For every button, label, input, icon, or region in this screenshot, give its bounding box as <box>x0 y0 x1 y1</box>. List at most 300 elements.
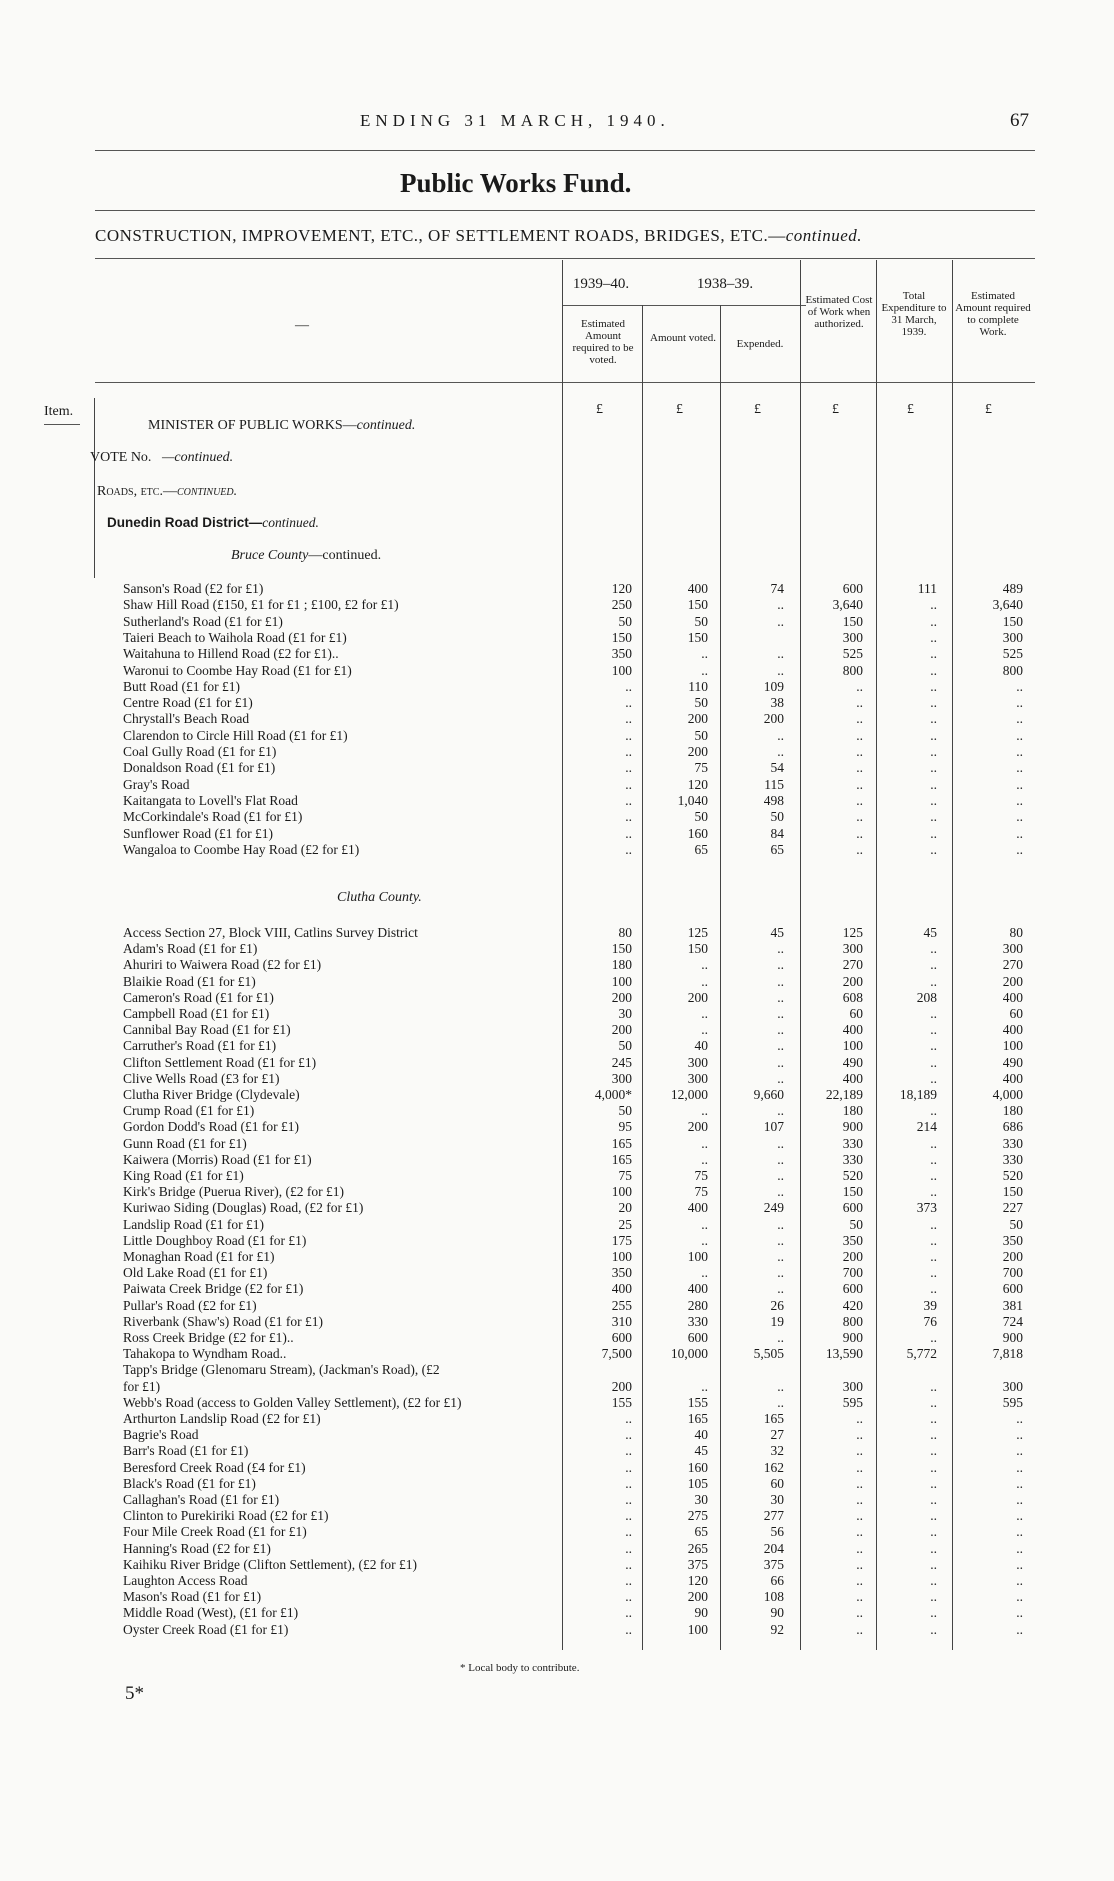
row-value-col6: 300 <box>1002 629 1023 645</box>
row-name: Beresford Creek Road (£4 for £1) <box>123 1459 306 1475</box>
row-value-col4: 330 <box>842 1151 863 1167</box>
row-value-col1: .. <box>625 678 632 694</box>
table-row <box>0 826 1114 842</box>
row-value-col5: .. <box>930 973 937 989</box>
row-name: Riverbank (Shaw's) Road (£1 for £1) <box>123 1313 324 1329</box>
row-value-col1: .. <box>625 1556 632 1572</box>
row-value-col3: 9,660 <box>753 1087 784 1102</box>
row-value-col1: 20 <box>618 1200 632 1216</box>
row-value-col6: .. <box>1016 1443 1023 1459</box>
row-value-col4: 125 <box>842 925 863 940</box>
row-value-col5: .. <box>930 1281 937 1297</box>
row-name: King Road (£1 for £1) <box>123 1168 244 1183</box>
row-value-col3: 27 <box>770 1427 784 1443</box>
row-value-col5: .. <box>930 1475 937 1491</box>
row-value-col2: 150 <box>687 629 708 645</box>
row-value-col3: .. <box>777 662 784 678</box>
table-row <box>0 1071 1114 1087</box>
row-value-col2: .. <box>701 1265 708 1281</box>
row-name: Clive Wells Road (£3 for £1) <box>123 1070 280 1086</box>
row-value-col2: 165 <box>687 1411 708 1426</box>
row-value-col4: 595 <box>842 1394 863 1410</box>
row-value-col5: .. <box>930 1232 937 1248</box>
row-value-col3: .. <box>777 1330 784 1345</box>
table-row <box>0 990 1114 1006</box>
row-value-col3: .. <box>777 613 784 629</box>
row-value-col3: 26 <box>770 1297 784 1313</box>
row-value-col4: 100 <box>842 1038 863 1054</box>
row-value-col3: .. <box>777 973 784 989</box>
row-value-col1: 255 <box>611 1297 632 1313</box>
row-value-col2: 50 <box>694 695 708 711</box>
row-value-col6: .. <box>1016 1621 1023 1637</box>
row-name: Tahakopa to Wyndham Road.. <box>123 1346 287 1362</box>
row-value-col6: 7,818 <box>992 1346 1023 1362</box>
table-row <box>0 646 1114 662</box>
row-value-col4: 200 <box>842 1249 863 1264</box>
table-row <box>0 1314 1114 1330</box>
table-row <box>0 1557 1114 1573</box>
row-value-col3: .. <box>777 1070 784 1086</box>
row-name: Monaghan Road (£1 for £1) <box>123 1249 275 1264</box>
row-value-col3: 32 <box>770 1443 784 1459</box>
row-value-col3: 109 <box>763 678 784 694</box>
row-value-col1: 165 <box>611 1151 632 1167</box>
row-value-col6: 4,000 <box>992 1087 1023 1102</box>
row-value-col1: 200 <box>611 989 632 1005</box>
row-name: Gordon Dodd's Road (£1 for £1) <box>123 1119 300 1135</box>
row-name: Four Mile Creek Road (£1 for £1) <box>123 1524 307 1540</box>
col-est-cost: Estimated Cost of Work when authorized. <box>805 294 873 330</box>
table-row <box>0 597 1114 613</box>
row-name: Chrystall's Beach Road <box>123 711 250 727</box>
row-value-col2: 100 <box>687 1249 708 1264</box>
row-value-col4: 600 <box>842 1281 863 1297</box>
row-value-col3: 66 <box>770 1573 784 1588</box>
vote-text: VOTE No. <box>90 450 152 465</box>
row-value-col2: 200 <box>687 1119 708 1135</box>
pound-c5: £ <box>907 402 914 417</box>
row-value-col2: 200 <box>687 1589 708 1605</box>
row-value-col2: 50 <box>694 727 708 743</box>
footnote: * Local body to contribute. <box>460 1662 580 1674</box>
row-value-col2: .. <box>701 1232 708 1248</box>
row-name: Middle Road (West), (£1 for £1) <box>123 1605 299 1621</box>
row-value-col4: 180 <box>842 1103 863 1119</box>
row-value-col1: 50 <box>618 1038 632 1054</box>
row-value-col2: 75 <box>694 760 708 776</box>
row-value-col2: 75 <box>694 1184 708 1200</box>
row-value-col5: .. <box>930 662 937 678</box>
row-name: Clutha River Bridge (Clydevale) <box>123 1087 300 1102</box>
row-value-col3: .. <box>777 1135 784 1151</box>
row-name: Mason's Road (£1 for £1) <box>123 1589 262 1605</box>
row-name: Sutherland's Road (£1 for £1) <box>123 613 283 629</box>
table-row <box>0 1508 1114 1524</box>
row-value-col4: .. <box>856 809 863 825</box>
row-value-col2: .. <box>701 1216 708 1232</box>
row-value-col2: 600 <box>687 1330 708 1345</box>
row-name: Kirk's Bridge (Puerua River), (£2 for £1) <box>123 1184 345 1200</box>
row-value-col4: 330 <box>842 1135 863 1151</box>
row-value-col5: .. <box>930 1605 937 1621</box>
row-value-col3: .. <box>777 1054 784 1070</box>
row-value-col6: .. <box>1016 1540 1023 1556</box>
row-value-col5: .. <box>930 597 937 613</box>
row-value-col4: 900 <box>842 1119 863 1135</box>
row-value-col3: 204 <box>763 1540 784 1556</box>
minister-cont: continued. <box>356 418 416 433</box>
row-value-col6: 180 <box>1002 1103 1023 1119</box>
row-value-col1: .. <box>625 711 632 727</box>
row-value-col4: 3,640 <box>832 597 863 613</box>
row-value-col2: 300 <box>687 1070 708 1086</box>
table-row <box>0 1281 1114 1297</box>
table-row <box>0 1541 1114 1557</box>
row-value-col5: .. <box>930 760 937 776</box>
table-row <box>0 1411 1114 1427</box>
row-value-col1: 200 <box>611 1378 632 1394</box>
row-value-col2: 12,000 <box>670 1087 708 1102</box>
table-row <box>0 1119 1114 1135</box>
row-value-col1: .. <box>625 744 632 759</box>
row-value-col3: 107 <box>763 1119 784 1135</box>
row-value-col3: 38 <box>770 695 784 711</box>
table-row <box>0 630 1114 646</box>
table-row <box>0 1589 1114 1605</box>
row-value-col5: 76 <box>923 1313 937 1329</box>
row-value-col4: 400 <box>842 1070 863 1086</box>
row-value-col5: .. <box>930 1151 937 1167</box>
row-value-col1: 180 <box>611 957 632 973</box>
row-value-col2: 120 <box>687 1573 708 1588</box>
row-value-col1: 600 <box>611 1330 632 1345</box>
row-value-col1: 7,500 <box>601 1346 632 1362</box>
row-value-col5: 373 <box>916 1200 937 1216</box>
row-value-col5: .. <box>930 1216 937 1232</box>
row-value-col2: 200 <box>687 711 708 727</box>
row-value-col1: .. <box>625 1443 632 1459</box>
subtitle-rule <box>95 258 1035 259</box>
item-rule <box>44 424 80 425</box>
row-value-col4: .. <box>856 1459 863 1475</box>
row-name: Adam's Road (£1 for £1) <box>123 941 258 957</box>
row-value-col5: .. <box>930 1265 937 1281</box>
row-value-col4: .. <box>856 1556 863 1572</box>
table-row <box>0 1055 1114 1071</box>
row-value-col3: 108 <box>763 1589 784 1605</box>
row-value-col2: .. <box>701 1151 708 1167</box>
table-row <box>0 1330 1114 1346</box>
row-name: Laughton Access Road <box>123 1573 248 1588</box>
row-value-col5: .. <box>930 1378 937 1394</box>
row-value-col6: 80 <box>1009 925 1023 940</box>
col-est-complete: Estimated Amount required to complete Work. <box>955 290 1031 338</box>
row-value-col4: 150 <box>842 613 863 629</box>
row-value-col5: .. <box>930 809 937 825</box>
row-value-col6: 900 <box>1002 1330 1023 1345</box>
row-value-col3: .. <box>777 646 784 662</box>
row-value-col1: 95 <box>618 1119 632 1135</box>
table-row <box>0 679 1114 695</box>
row-value-col4: 800 <box>842 1313 863 1329</box>
row-value-col6: .. <box>1016 1475 1023 1491</box>
row-value-col1: 50 <box>618 613 632 629</box>
row-name: Kaihiku River Bridge (Clifton Settlement), (£2 for £1) <box>123 1556 417 1572</box>
pound-c6: £ <box>985 402 992 417</box>
row-value-col2: 375 <box>687 1556 708 1572</box>
row-value-col1: 150 <box>611 629 632 645</box>
row-value-col6: .. <box>1016 1459 1023 1475</box>
row-value-col5: .. <box>930 711 937 727</box>
row-value-col6: .. <box>1016 776 1023 792</box>
row-value-col3: 90 <box>770 1605 784 1621</box>
row-value-col3: .. <box>777 1265 784 1281</box>
col-year-1938: 1938–39. <box>696 276 754 292</box>
minister-text: MINISTER OF PUBLIC WORKS— <box>148 418 357 433</box>
row-value-col5: .. <box>930 646 937 662</box>
row-value-col6: 100 <box>1002 1038 1023 1054</box>
row-value-col5: .. <box>930 1459 937 1475</box>
row-name: Coal Gully Road (£1 for £1) <box>123 744 277 759</box>
row-value-col3: 65 <box>770 841 784 857</box>
row-value-col4: 22,189 <box>825 1087 863 1102</box>
table-row <box>0 957 1114 973</box>
column-dash: — <box>295 318 309 333</box>
district-text: Dunedin Road District— <box>107 515 263 530</box>
table-row <box>0 1346 1114 1362</box>
row-value-col5: .. <box>930 1524 937 1540</box>
row-value-col5: .. <box>930 1556 937 1572</box>
table-row <box>0 1476 1114 1492</box>
row-value-col5: .. <box>930 1573 937 1588</box>
roads-text: Roads, etc.— <box>97 484 177 499</box>
table-row <box>0 1152 1114 1168</box>
row-value-col1: 30 <box>618 1006 632 1021</box>
row-value-col5: .. <box>930 1006 937 1021</box>
row-name: Hanning's Road (£2 for £1) <box>123 1540 271 1556</box>
row-value-col2: .. <box>701 1378 708 1394</box>
row-value-col6: .. <box>1016 711 1023 727</box>
row-value-col5: .. <box>930 1184 937 1200</box>
row-value-col2: 200 <box>687 989 708 1005</box>
row-name: Kuriwao Siding (Douglas) Road, (£2 for £1) <box>123 1200 364 1216</box>
row-value-col2: 40 <box>694 1038 708 1054</box>
table-row <box>0 744 1114 760</box>
row-value-col2: 65 <box>694 841 708 857</box>
row-value-col5: 18,189 <box>899 1087 937 1102</box>
row-value-col4: .. <box>856 776 863 792</box>
row-value-col6: 330 <box>1002 1151 1023 1167</box>
row-name: Tapp's Bridge (Glenomaru Stream), (Jackman's Road), (£2 <box>123 1362 440 1378</box>
row-value-col1: 350 <box>611 646 632 662</box>
row-value-col2: .. <box>701 662 708 678</box>
row-value-col4: .. <box>856 1427 863 1443</box>
table-row <box>0 1217 1114 1233</box>
table-row <box>0 842 1114 858</box>
row-value-col4: 420 <box>842 1297 863 1313</box>
row-name: Black's Road (£1 for £1) <box>123 1475 256 1491</box>
row-value-col6: .. <box>1016 1589 1023 1605</box>
row-value-col1: .. <box>625 776 632 792</box>
table-row <box>0 1022 1114 1038</box>
row-value-col6: 400 <box>1002 1022 1023 1038</box>
row-value-col3: 277 <box>763 1508 784 1524</box>
row-name: Sunflower Road (£1 for £1) <box>123 825 273 841</box>
row-value-col3: 498 <box>763 792 784 808</box>
row-value-col4: .. <box>856 1508 863 1524</box>
row-name: Callaghan's Road (£1 for £1) <box>123 1492 280 1507</box>
title-rule <box>95 210 1035 211</box>
table-row <box>0 1103 1114 1119</box>
row-value-col2: 65 <box>694 1524 708 1540</box>
table-row <box>0 925 1114 941</box>
row-value-col5: .. <box>930 825 937 841</box>
row-value-col6: .. <box>1016 841 1023 857</box>
table-row <box>0 1249 1114 1265</box>
table-row <box>0 1492 1114 1508</box>
row-value-col3: .. <box>777 989 784 1005</box>
row-value-col3: 249 <box>763 1200 784 1216</box>
table-row <box>0 1087 1114 1103</box>
row-value-col4: .. <box>856 1411 863 1426</box>
row-value-col4: .. <box>856 1605 863 1621</box>
row-value-col6: .. <box>1016 1508 1023 1524</box>
row-value-col6: 400 <box>1002 1070 1023 1086</box>
row-name: Waitahuna to Hillend Road (£2 for £1).. <box>123 646 339 662</box>
row-value-col3: .. <box>777 1378 784 1394</box>
row-name: Kaiwera (Morris) Road (£1 for £1) <box>123 1151 312 1167</box>
row-value-col6: .. <box>1016 1605 1023 1621</box>
row-value-col2: 50 <box>694 809 708 825</box>
row-value-col5: .. <box>930 841 937 857</box>
row-value-col4: 150 <box>842 1184 863 1200</box>
bruce-cont: —continued. <box>308 548 382 563</box>
row-value-col5: .. <box>930 792 937 808</box>
row-value-col3: 165 <box>763 1411 784 1426</box>
row-value-col2: .. <box>701 1135 708 1151</box>
table-row <box>0 1200 1114 1216</box>
row-value-col5: 214 <box>916 1119 937 1135</box>
bruce-heading <box>231 548 381 564</box>
row-name: Waronui to Coombe Hay Road (£1 for £1) <box>123 662 352 678</box>
row-value-col4: 600 <box>842 1200 863 1216</box>
row-value-col3: 162 <box>763 1459 784 1475</box>
row-value-col2: 90 <box>694 1605 708 1621</box>
row-value-col5: .. <box>930 1038 937 1054</box>
header-rule <box>95 150 1035 151</box>
row-value-col5: .. <box>930 695 937 711</box>
row-value-col5: .. <box>930 678 937 694</box>
row-value-col6: 381 <box>1002 1297 1023 1313</box>
row-value-col4: .. <box>856 1621 863 1637</box>
table-row <box>0 728 1114 744</box>
row-value-col4: .. <box>856 792 863 808</box>
row-value-col2: 75 <box>694 1168 708 1183</box>
clutha-heading <box>337 890 422 906</box>
row-value-col3: 200 <box>763 711 784 727</box>
table-row <box>0 711 1114 727</box>
row-value-col1: 100 <box>611 973 632 989</box>
row-value-col2: .. <box>701 1103 708 1119</box>
row-name: Ross Creek Bridge (£2 for £1).. <box>123 1330 294 1345</box>
row-value-col4: 300 <box>842 629 863 645</box>
row-value-col5: 5,772 <box>906 1346 937 1362</box>
row-value-col3: .. <box>777 597 784 613</box>
col-total-exp: Total Expenditure to 31 March, 1939. <box>881 290 947 338</box>
item-label: Item. <box>44 404 74 419</box>
row-value-col5: .. <box>930 1427 937 1443</box>
row-name: Webb's Road (access to Golden Valley Settlement), (£2 for £1) <box>123 1394 462 1410</box>
row-value-col2: 280 <box>687 1297 708 1313</box>
minister-heading <box>148 418 415 434</box>
row-value-col2: .. <box>701 646 708 662</box>
row-value-col6: 520 <box>1002 1168 1023 1183</box>
row-name: Crump Road (£1 for £1) <box>123 1103 255 1119</box>
row-value-col3: .. <box>777 1038 784 1054</box>
row-value-col5: .. <box>930 1621 937 1637</box>
pound-c3: £ <box>754 402 761 417</box>
row-value-col5: .. <box>930 1443 937 1459</box>
column-header-rule <box>95 382 1035 383</box>
row-value-col2: 100 <box>687 1621 708 1637</box>
row-name: Gray's Road <box>123 776 190 792</box>
row-value-col1: 4,000* <box>594 1087 632 1102</box>
row-value-col1: 80 <box>618 925 632 940</box>
row-value-col5: .. <box>930 1394 937 1410</box>
vote-cont: —continued. <box>161 450 234 465</box>
row-value-col3: .. <box>777 1232 784 1248</box>
row-name: Wangaloa to Coombe Hay Road (£2 for £1) <box>123 841 360 857</box>
table-row <box>0 1443 1114 1459</box>
table-row <box>0 695 1114 711</box>
row-value-col6: 350 <box>1002 1232 1023 1248</box>
row-value-col5: .. <box>930 1249 937 1264</box>
table-row <box>0 809 1114 825</box>
row-value-col6: 200 <box>1002 1249 1023 1264</box>
table-row <box>0 1362 1114 1378</box>
table-row <box>0 614 1114 630</box>
roads-cont: continued. <box>176 484 238 499</box>
district-heading <box>107 515 319 531</box>
row-value-col5: .. <box>930 1540 937 1556</box>
row-value-col5: 39 <box>923 1297 937 1313</box>
row-value-col3: .. <box>777 1168 784 1183</box>
row-value-col6: 300 <box>1002 941 1023 957</box>
row-name: Sanson's Road (£2 for £1) <box>123 581 264 596</box>
row-value-col1: 310 <box>611 1313 632 1329</box>
row-value-col1: .. <box>625 1540 632 1556</box>
row-value-col2: .. <box>701 973 708 989</box>
row-name: Bagrie's Road <box>123 1427 199 1443</box>
table-row <box>0 1168 1114 1184</box>
row-value-col4: .. <box>856 727 863 743</box>
row-value-col3: .. <box>777 1022 784 1038</box>
col-expended: Expended. <box>736 338 784 350</box>
row-name: Barr's Road (£1 for £1) <box>123 1443 249 1459</box>
row-value-col4: .. <box>856 1540 863 1556</box>
table-row <box>0 760 1114 776</box>
table-row <box>0 1233 1114 1249</box>
row-value-col2: 300 <box>687 1054 708 1070</box>
row-value-col2: 30 <box>694 1492 708 1507</box>
row-value-col6: 489 <box>1002 581 1023 596</box>
row-value-col6: 724 <box>1002 1313 1023 1329</box>
row-value-col6: 270 <box>1002 957 1023 973</box>
row-value-col1: 250 <box>611 597 632 613</box>
row-value-col3: 50 <box>770 809 784 825</box>
row-value-col6: 330 <box>1002 1135 1023 1151</box>
